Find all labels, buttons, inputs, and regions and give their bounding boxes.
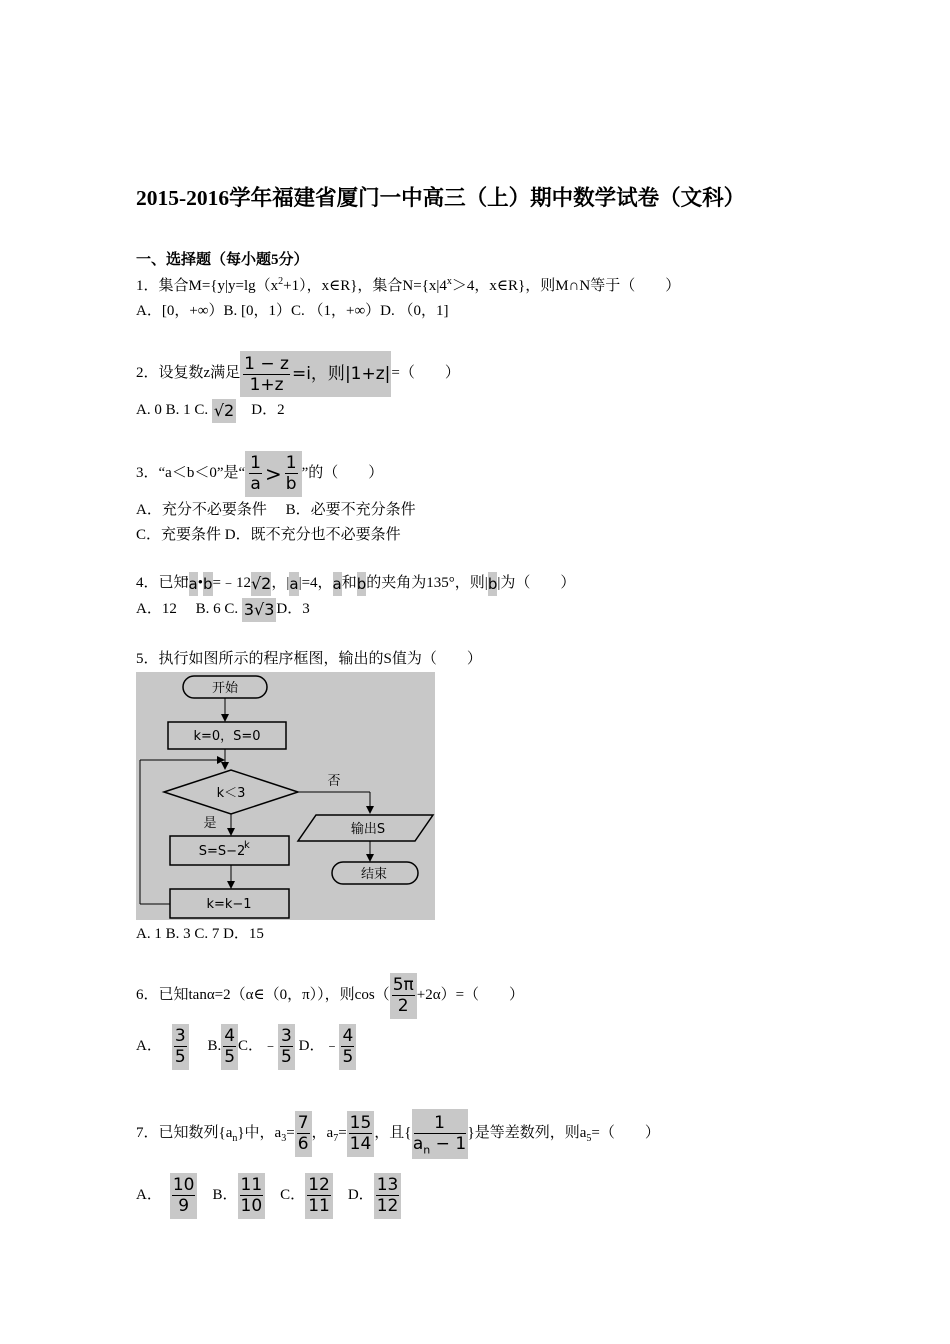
section-heading: 一、选择题（每小题5分） [136,252,309,268]
question-3: 3．“a＜b＜0”是“ $\frac{1}{a}$ > $\frac{1}{b}$ ”的（ ） [136,450,383,497]
sqrt-image: 3√3 [242,598,277,622]
flow-assign-s-sup: k [244,840,250,851]
fraction-image: $\frac{3}{5}$ [278,1024,295,1070]
flow-assign-k-label: k=k−1 [206,897,252,912]
fraction-image: $\frac{7}{6}$ [295,1111,312,1157]
fraction-image: $\frac{4}{5}$ [339,1024,356,1070]
sqrt-image: √2 [212,399,236,423]
question-3-options-cd: C．充要条件 D．既不充分也不必要条件 [136,527,401,543]
fraction-image: $\frac{12}{11}$ [305,1173,333,1219]
question-3-options-ab: A．充分不必要条件 B．必要不充分条件 [136,502,416,518]
question-2: 2．设复数z满足 $\frac{1 - z}{1+z}$ =i，则|1+z|=（ ） [136,350,460,397]
fraction-image: $\frac{1}{a_n - 1}$ [412,1109,468,1159]
vector-a-image: a [189,572,198,596]
fraction-image: $\frac{4}{5}$ [221,1024,238,1070]
flow-init-label: k=0，S=0 [193,729,261,744]
question-4: 4．已知a•b=﹣12√2，|a|=4，a和b的夹角为135°，则|b|为（ ） [136,571,575,596]
flow-end-label: 结束 [360,867,388,882]
vector-b-image: b [488,572,498,596]
fraction-image: $\frac{10}{9}$ [170,1173,198,1219]
question-7: 7．已知数列$\{a_n\}$中，$a_3=$ $\frac{7}{6}$ ，$a_7=$ $\frac{15}{14}$ ，且{ $\frac{1}{a_n - 1}$ }是等差数列，则$a_5=$（ ） [136,1108,660,1159]
question-2-options: A. 0 B. 1 C. √2 D．2 [136,398,285,423]
question-7-options: A． $\frac{10}{9}$ B． $\frac{11}{10}$ C． $\frac{12}{11}$ D． $\frac{13}{12}$ [136,1172,401,1219]
fraction-image: $\frac{15}{14}$ [347,1111,375,1157]
flow-assign-s-label: S=S−2 [198,844,246,859]
flowchart-image [136,672,435,920]
question-5-options: A. 1 B. 3 C. 7 D．15 [136,926,264,942]
fraction-image: $\frac{3}{5}$ [172,1024,189,1070]
question-1: 1．集合$M=\{y|y=\lg(x^2+1)$，x∈R}，集合$N=\{x|4^x>4$，x∈R}，则M∩N等于（ ） [136,276,681,294]
question-6: 6．已知tanα=2（α∈（0，π）），则cos（ $\frac{5\pi}{2}$ +2α）=（ ） [136,972,524,1019]
question-1-options: A．[0，+∞）B. [0，1）C. （1，+∞）D. （0，1] [136,303,449,319]
fraction-image: $\frac{13}{12}$ [374,1173,402,1219]
fraction-image: $\frac{5\pi}{2}$ [390,973,417,1019]
flow-yes-label: 是 [203,816,217,831]
question-4-options: A．12 B. 6 C. 3√3 D．3 [136,597,310,622]
flow-no-label: 否 [327,774,341,789]
fraction-image: $\frac{11}{10}$ [238,1173,266,1219]
flow-start-label: 开始 [211,681,239,696]
vector-b-image: b [203,572,213,596]
sqrt-image: √2 [251,572,271,596]
vector-a-image: a [333,572,342,596]
flow-output-label: 输出S [350,822,386,837]
question-6-options: A． $\frac{3}{5}$ B. $\frac{4}{5}$ C．﹣ $\frac{3}{5}$ D．﹣ $\frac{4}{5}$ [136,1023,356,1070]
vector-b-image: b [357,572,367,596]
page-title: 2015-2016学年福建省厦门一中高三（上）期中数学试卷（文科） [136,186,746,210]
question-5: 5．执行如图所示的程序框图，输出的S值为（ ） [136,651,482,667]
formula-image: $\frac{1}{a}$ > $\frac{1}{b}$ [245,451,301,497]
flow-condition-label: k＜3 [216,786,246,801]
formula-image: $\frac{1 - z}{1+z}$ =i，则|1+z| [240,351,391,397]
vector-a-image: a [289,572,298,596]
